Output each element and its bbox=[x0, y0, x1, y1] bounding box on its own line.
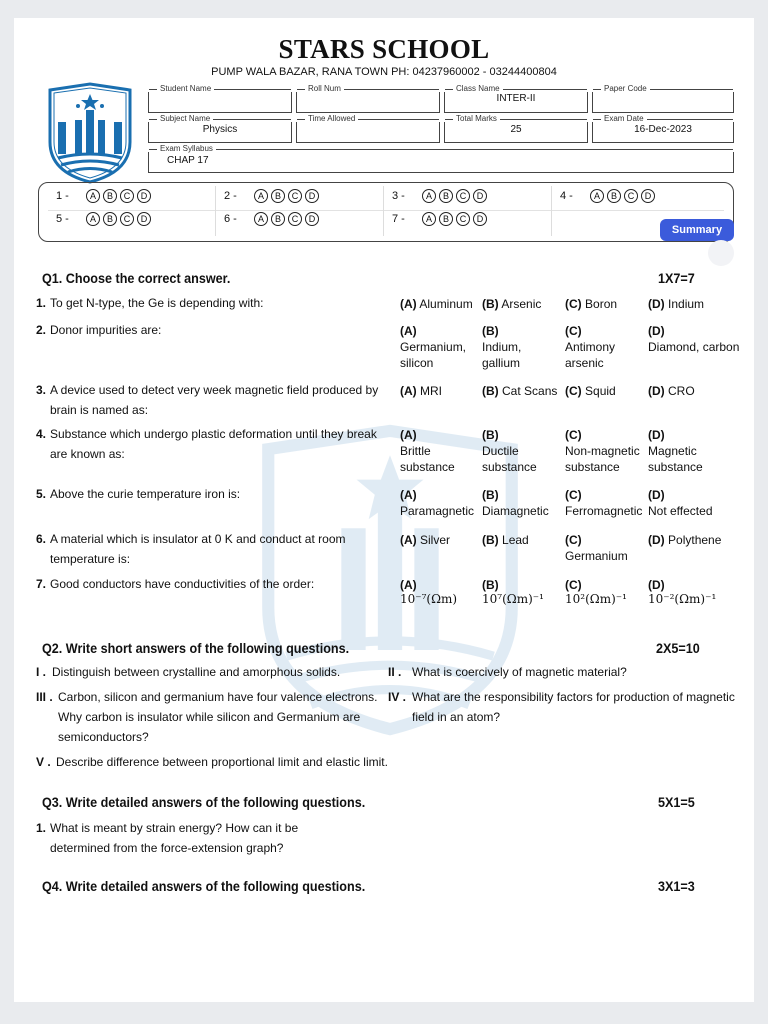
bubble-row-number: 1 - bbox=[56, 190, 69, 202]
q1-option-letter: (C) bbox=[565, 488, 582, 502]
q1-option bbox=[400, 323, 480, 371]
q2-item-num: III . bbox=[36, 690, 53, 704]
answer-bubble[interactable]: C bbox=[288, 212, 302, 226]
answer-bubble[interactable]: C bbox=[456, 212, 470, 226]
q1-option-letter: (B) bbox=[482, 324, 499, 338]
q1-option-letter: (A) bbox=[400, 533, 417, 547]
q1-question-num: 7. bbox=[36, 577, 47, 591]
roll-num-field[interactable] bbox=[296, 84, 440, 113]
q1-option bbox=[648, 323, 746, 355]
q1-option bbox=[482, 487, 562, 519]
q1-option-text: Non-magnetic substance bbox=[565, 444, 640, 474]
q4-marks: 3X1=3 bbox=[658, 878, 695, 894]
q1-option-letter: (D) bbox=[648, 488, 665, 502]
bubble-row bbox=[224, 189, 322, 203]
q2-item-text: Describe difference between proportional limit and elastic limit. bbox=[56, 755, 388, 769]
subject-name-label: Subject Name bbox=[157, 114, 213, 124]
q3-item-num: 1. bbox=[36, 821, 47, 835]
bubble-row-number: 7 - bbox=[392, 213, 405, 225]
q1-option bbox=[648, 383, 746, 399]
answer-bubble[interactable]: C bbox=[456, 189, 470, 203]
bubble-row-divider bbox=[48, 210, 724, 211]
answer-bubble[interactable]: A bbox=[422, 212, 436, 226]
q1-option-letter: (C) bbox=[565, 428, 582, 442]
total-marks-field[interactable] bbox=[444, 114, 588, 143]
answer-bubble[interactable]: B bbox=[103, 212, 117, 226]
time-allowed-label: Time Allowed bbox=[305, 114, 358, 124]
bubble-row bbox=[392, 212, 490, 226]
q3-marks: 5X1=5 bbox=[658, 794, 695, 810]
q1-option-letter: (B) bbox=[482, 384, 499, 398]
q1-question-text: temperature is: bbox=[50, 552, 131, 566]
q2-marks: 2X5=10 bbox=[656, 640, 700, 656]
answer-bubble[interactable]: A bbox=[422, 189, 436, 203]
answer-bubble[interactable]: D bbox=[473, 212, 487, 226]
q1-option bbox=[400, 487, 480, 519]
summary-button-shadow bbox=[708, 240, 734, 266]
q2-title: Q2. Write short answers of the following questions. bbox=[42, 640, 350, 656]
answer-bubble[interactable]: C bbox=[120, 189, 134, 203]
total-marks-value: 25 bbox=[510, 124, 522, 135]
answer-bubble[interactable]: D bbox=[137, 189, 151, 203]
q1-option-text: 10⁻⁷(Ωm) bbox=[400, 592, 458, 606]
q1-option-text: 10⁷(Ωm)⁻¹ bbox=[482, 592, 544, 606]
q1-option-text: Not effected bbox=[648, 504, 713, 518]
q1-option-letter: (C) bbox=[565, 533, 582, 547]
class-name-label: Class Name bbox=[453, 84, 503, 94]
total-marks-label: Total Marks bbox=[453, 114, 500, 124]
answer-bubble[interactable]: B bbox=[271, 189, 285, 203]
school-name: STARS SCHOOL bbox=[278, 34, 490, 64]
roll-num-label: Roll Num bbox=[305, 84, 344, 94]
exam-syllabus-label: Exam Syllabus bbox=[157, 144, 216, 154]
q1-question-text: are known as: bbox=[50, 447, 125, 461]
q1-option-text: Boron bbox=[585, 297, 618, 311]
answer-bubble[interactable]: C bbox=[288, 189, 302, 203]
student-name-label: Student Name bbox=[157, 84, 214, 94]
exam-syllabus-value: CHAP 17 bbox=[167, 155, 209, 166]
exam-date-field[interactable] bbox=[592, 114, 734, 143]
school-logo bbox=[44, 82, 136, 184]
q1-option-letter: (D) bbox=[648, 297, 665, 311]
q1-option-letter: (D) bbox=[648, 324, 665, 338]
bubble-row bbox=[56, 212, 154, 226]
q1-option-letter: (B) bbox=[482, 578, 499, 592]
q1-option bbox=[482, 383, 562, 399]
q2-item-num: V . bbox=[36, 755, 51, 769]
q1-option-text: 10²(Ωm)⁻¹ bbox=[565, 592, 627, 606]
q1-option bbox=[482, 323, 562, 371]
bubble-col-divider bbox=[215, 186, 216, 236]
q2-item-num: IV . bbox=[388, 690, 407, 704]
answer-bubble[interactable]: B bbox=[439, 212, 453, 226]
q1-question-text: Substance which undergo plastic deformation until they break bbox=[50, 427, 377, 441]
q1-question-num: 1. bbox=[36, 296, 47, 310]
q1-question-text: To get N-type, the Ge is depending with: bbox=[50, 296, 264, 310]
q4-title: Q4. Write detailed answers of the following questions. bbox=[42, 878, 366, 894]
bubble-col-divider bbox=[551, 186, 552, 236]
paper-code-label: Paper Code bbox=[601, 84, 650, 94]
q1-option-letter: (C) bbox=[565, 324, 582, 338]
bubble-col-divider bbox=[383, 186, 384, 236]
q1-option bbox=[565, 323, 645, 371]
q1-option-text: 10⁻²(Ωm)⁻¹ bbox=[648, 592, 717, 606]
paper-code-field[interactable] bbox=[592, 84, 734, 113]
bubble-row-number: 4 - bbox=[560, 190, 573, 202]
bubble-row-number: 5 - bbox=[56, 213, 69, 225]
q1-option bbox=[565, 487, 645, 519]
exam-syllabus-field[interactable] bbox=[148, 144, 734, 173]
class-name-field[interactable] bbox=[444, 84, 588, 113]
answer-bubble[interactable]: A bbox=[254, 212, 268, 226]
bubble-row-number: 3 - bbox=[392, 190, 405, 202]
q1-option-text: CRO bbox=[668, 384, 695, 398]
summary-button[interactable]: Summary bbox=[660, 219, 734, 241]
q1-option bbox=[482, 427, 562, 475]
q1-option-letter: (D) bbox=[648, 428, 665, 442]
q3-item-text: What is meant by strain energy? How can it be determined from the force-extension graph? bbox=[50, 821, 299, 855]
q1-option-text: Squid bbox=[585, 384, 616, 398]
q1-option-letter: (D) bbox=[648, 533, 665, 547]
q1-question-num: 5. bbox=[36, 487, 47, 501]
answer-bubble[interactable]: B bbox=[271, 212, 285, 226]
exam-date-value: 16-Dec-2023 bbox=[634, 124, 692, 135]
q1-option bbox=[482, 296, 562, 312]
answer-bubble[interactable]: D bbox=[305, 212, 319, 226]
q1-option-text: Germanium, silicon bbox=[400, 340, 467, 370]
answer-bubble[interactable]: A bbox=[590, 189, 604, 203]
bubble-row bbox=[560, 189, 658, 203]
q1-option-text: Ductile substance bbox=[482, 444, 537, 474]
answer-bubble[interactable]: C bbox=[120, 212, 134, 226]
q1-option-letter: (A) bbox=[400, 428, 417, 442]
q1-option bbox=[565, 577, 645, 606]
q1-option bbox=[648, 532, 746, 548]
q1-question-text: Above the curie temperature iron is: bbox=[50, 487, 241, 501]
q1-option-letter: (C) bbox=[565, 384, 582, 398]
q1-question-text: Donor impurities are: bbox=[50, 323, 162, 337]
q1-option-text: Silver bbox=[420, 533, 451, 547]
q1-option-letter: (B) bbox=[482, 297, 499, 311]
q1-option-letter: (A) bbox=[400, 578, 417, 592]
q2-item-text: What are the responsibility factors for production of magnetic field in an atom? bbox=[412, 690, 735, 724]
q1-option-text: Cat Scans bbox=[502, 384, 558, 398]
q2-item-text: Distinguish between crystalline and amorphous solids. bbox=[52, 665, 341, 679]
answer-bubble[interactable]: D bbox=[305, 189, 319, 203]
q1-option bbox=[648, 487, 746, 519]
answer-bubble[interactable]: D bbox=[641, 189, 655, 203]
q1-marks: 1X7=7 bbox=[658, 270, 695, 286]
q1-option-text: Aluminum bbox=[419, 297, 473, 311]
q1-option-letter: (A) bbox=[400, 488, 417, 502]
q1-option-letter: (A) bbox=[400, 297, 417, 311]
q1-question-text: A material which is insulator at 0 K and conduct at room bbox=[50, 532, 346, 546]
q1-question-num: 3. bbox=[36, 383, 47, 397]
q1-option-letter: (D) bbox=[648, 578, 665, 592]
q1-option bbox=[565, 427, 645, 475]
q1-option-letter: (C) bbox=[565, 578, 582, 592]
q1-option-text: Diamond, carbon bbox=[648, 340, 740, 354]
q1-option-letter: (C) bbox=[565, 297, 582, 311]
q1-option-text: Indium bbox=[668, 297, 705, 311]
q1-option bbox=[648, 427, 746, 475]
q1-question-num: 6. bbox=[36, 532, 47, 546]
q2-item-text: Carbon, silicon and germanium have four valence electrons. Why carbon is insulator while silicon and Germanium are semiconductors? bbox=[58, 690, 378, 744]
answer-bubble[interactable]: B bbox=[607, 189, 621, 203]
q1-option-text: Magnetic substance bbox=[648, 444, 703, 474]
q1-option-text: Paramagnetic bbox=[400, 504, 475, 518]
q1-option-letter: (D) bbox=[648, 384, 665, 398]
answer-bubble[interactable]: B bbox=[103, 189, 117, 203]
q2-item-num: II . bbox=[388, 665, 402, 679]
time-allowed-field[interactable] bbox=[296, 114, 440, 143]
answer-bubble[interactable]: D bbox=[137, 212, 151, 226]
q1-option bbox=[648, 296, 746, 312]
q1-option-text: Germanium bbox=[565, 549, 628, 563]
q1-question-text: A device used to detect very week magnetic field produced by bbox=[50, 383, 379, 397]
subject-name-field[interactable] bbox=[148, 114, 292, 143]
q1-option-text: Antimony arsenic bbox=[565, 340, 616, 370]
q2-item-num: I . bbox=[36, 665, 47, 679]
student-name-field[interactable] bbox=[148, 84, 292, 113]
q1-option bbox=[482, 532, 562, 548]
answer-bubble[interactable]: C bbox=[624, 189, 638, 203]
q1-option-text: Ferromagnetic bbox=[565, 504, 643, 518]
q1-option bbox=[482, 577, 562, 606]
q1-question-text: Good conductors have conductivities of the order: bbox=[50, 577, 315, 591]
exam-date-label: Exam Date bbox=[601, 114, 647, 124]
q2-item-text: What is coercively of magnetic material? bbox=[412, 665, 627, 679]
q1-question-num: 2. bbox=[36, 323, 47, 337]
answer-bubble[interactable]: A bbox=[86, 212, 100, 226]
q1-option-letter: (A) bbox=[400, 384, 417, 398]
bubble-row bbox=[224, 212, 322, 226]
q1-option-text: MRI bbox=[420, 384, 443, 398]
q1-option bbox=[565, 296, 645, 312]
bubble-row bbox=[392, 189, 490, 203]
class-name-value: INTER-II bbox=[496, 93, 536, 104]
answer-bubble[interactable]: B bbox=[439, 189, 453, 203]
subject-name-value: Physics bbox=[202, 124, 238, 135]
q1-question-text: brain is named as: bbox=[50, 403, 149, 417]
q1-title: Q1. Choose the correct answer. bbox=[42, 270, 231, 286]
q1-option-text: Polythene bbox=[668, 533, 722, 547]
q3-title: Q3. Write detailed answers of the following questions. bbox=[42, 794, 366, 810]
q1-option-text: Diamagnetic bbox=[482, 504, 549, 518]
answer-bubble[interactable]: D bbox=[473, 189, 487, 203]
q1-option-text: Lead bbox=[502, 533, 529, 547]
q1-option-text: Arsenic bbox=[501, 297, 542, 311]
answer-bubble[interactable]: A bbox=[254, 189, 268, 203]
q1-option-letter: (A) bbox=[400, 324, 417, 338]
q1-option-letter: (B) bbox=[482, 428, 499, 442]
q1-option bbox=[400, 427, 480, 475]
q1-option bbox=[400, 296, 480, 312]
q1-option bbox=[400, 383, 480, 399]
q1-option bbox=[565, 532, 645, 564]
q1-option bbox=[400, 577, 480, 606]
answer-bubble[interactable]: A bbox=[86, 189, 100, 203]
bubble-row-number: 6 - bbox=[224, 213, 237, 225]
school-address: PUMP WALA BAZAR, RANA TOWN PH: 04237960002 - 03244400804 bbox=[211, 66, 557, 78]
bubble-row bbox=[56, 189, 154, 203]
q1-option bbox=[565, 383, 645, 399]
q1-option-text: Indium, gallium bbox=[482, 340, 522, 370]
bubble-row-number: 2 - bbox=[224, 190, 237, 202]
q1-option bbox=[648, 577, 746, 606]
q1-question-num: 4. bbox=[36, 427, 47, 441]
q1-option-letter: (B) bbox=[482, 488, 499, 502]
q1-option-letter: (B) bbox=[482, 533, 499, 547]
q1-option bbox=[400, 532, 480, 548]
q1-option-text: Brittle substance bbox=[400, 444, 455, 474]
